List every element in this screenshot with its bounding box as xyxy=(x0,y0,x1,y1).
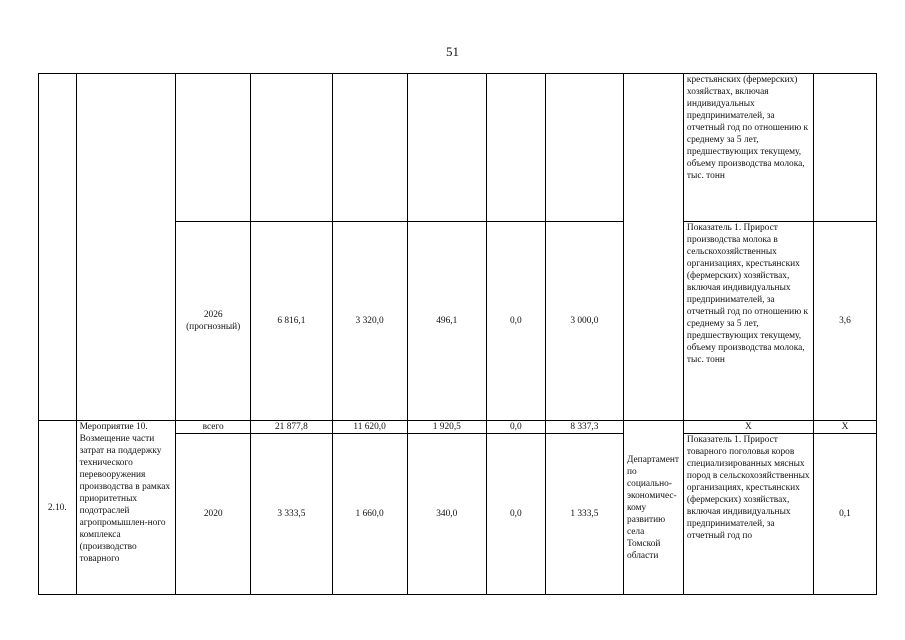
period-cell: всего xyxy=(176,421,251,434)
empty-cell xyxy=(176,74,251,222)
year-cell: 2026 (прогнозный) xyxy=(176,222,251,421)
federal-budget-cell: 11 620,0 xyxy=(332,421,407,434)
empty-cell xyxy=(251,74,332,222)
empty-cell xyxy=(76,74,176,421)
empty-cell xyxy=(407,74,486,222)
total-cell: 21 877,8 xyxy=(251,421,332,434)
total-cell: 3 333,5 xyxy=(251,434,332,595)
indicator-value-cell: 3,6 xyxy=(813,222,876,421)
local-budget-cell: 0,0 xyxy=(486,421,545,434)
indicator-cell: крестьянских (фермерских) хозяйствах, включая индивидуальных предпринимателей, за отчетный год по отношению к среднему за 5 лет, предшествующих текущему, объему производства молока, тыс. тонн xyxy=(683,74,813,222)
indicator-value-cell: Х xyxy=(813,421,876,434)
executor-cell: Департамент по социально-экономичес-кому развитию села Томской области xyxy=(624,421,684,595)
indicator-cell: Показатель 1. Прирост производства молока в сельскохозяйственных организациях, крестьянских (фермерских) хозяйствах, включая индивидуальных предпринимателей, за отчетный год по отношению к среднему за 5 лет, предшествующих текущему, объему производства молока, тыс. тонн xyxy=(683,222,813,421)
page-number: 51 xyxy=(446,44,459,59)
year-cell: 2020 xyxy=(176,434,251,595)
empty-cell xyxy=(813,74,876,222)
empty-cell xyxy=(332,74,407,222)
extrabudgetary-cell: 3 000,0 xyxy=(545,222,623,421)
measure-number-cell: 2.10. xyxy=(39,421,77,595)
federal-budget-cell: 1 660,0 xyxy=(332,434,407,595)
federal-budget-cell: 3 320,0 xyxy=(332,222,407,421)
indicator-value-cell: 0,1 xyxy=(813,434,876,595)
local-budget-cell: 0,0 xyxy=(486,434,545,595)
empty-cell xyxy=(545,74,623,222)
empty-cell xyxy=(486,74,545,222)
total-cell: 6 816,1 xyxy=(251,222,332,421)
regional-budget-cell: 1 920,5 xyxy=(407,421,486,434)
table-row xyxy=(39,74,877,222)
measure-name-cell: Мероприятие 10. Возмещение части затрат на поддержку технического перевооружения производства в рамках приоритетных подотраслей агропромышлен-ного комплекса (производство товарного xyxy=(76,421,176,595)
indicator-cell: Показатель 1. Прирост товарного поголовья коров специализированных мясных пород в сельскохозяйственных организациях, крестьянских (фермерских) хозяйствах, включая индивидуальных предпринимателей, за отчетный год по xyxy=(683,434,813,595)
empty-cell xyxy=(39,74,77,421)
program-measures-table xyxy=(38,73,877,595)
table-row xyxy=(39,421,877,434)
extrabudgetary-cell: 8 337,3 xyxy=(545,421,623,434)
indicator-cell: Х xyxy=(683,421,813,434)
extrabudgetary-cell: 1 333,5 xyxy=(545,434,623,595)
regional-budget-cell: 496,1 xyxy=(407,222,486,421)
local-budget-cell: 0,0 xyxy=(486,222,545,421)
empty-cell xyxy=(624,74,684,421)
regional-budget-cell: 340,0 xyxy=(407,434,486,595)
